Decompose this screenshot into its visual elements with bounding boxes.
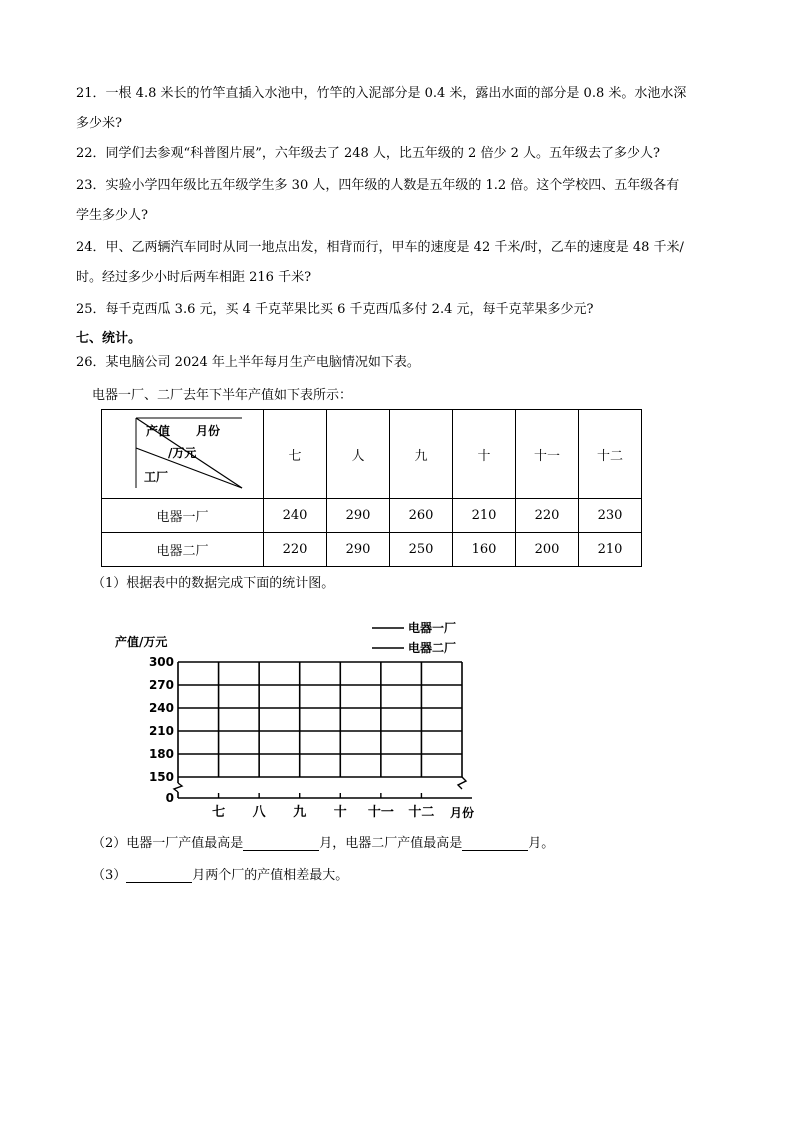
table-cell: 210 [453, 499, 516, 533]
x-tick-label: 九 [293, 805, 307, 820]
legend-label-2: 电器二厂 [408, 641, 457, 655]
table-cell: 290 [327, 533, 390, 567]
legend-label-1: 电器一厂 [408, 621, 457, 635]
question-22-line1: 22．同学们去参观“科普图片展”，六年级去了 248 人，比五年级的 2 倍少 2 人。五年级去了多少人? [76, 146, 660, 161]
y-tick-label: 0 [165, 791, 174, 805]
question-23 [76, 177, 679, 194]
y-tick-label: 210 [148, 724, 174, 738]
table-row [102, 533, 642, 567]
row-label: 电器二厂 [102, 533, 264, 567]
x-tick-label: 十 [333, 805, 347, 820]
y-axis-label: 产值/万元 [115, 635, 168, 649]
header-factory-label: 工厂 [144, 470, 169, 484]
line-chart [100, 612, 500, 822]
question-21 [76, 85, 686, 102]
chart-grid [174, 662, 472, 798]
axis-break-mark [458, 777, 466, 789]
table-cell: 200 [516, 533, 579, 567]
table-cell: 230 [579, 499, 642, 533]
question-24-line1: 24．甲、乙两辆汽车同时从同一地点出发，相背而行，甲车的速度是 42 千米/时，乙车的速度是 48 千米/ [76, 240, 684, 255]
question-21-line2: 多少米? [76, 116, 122, 131]
y-tick-labels [149, 655, 174, 805]
table-row [102, 499, 642, 533]
y-tick-label: 180 [148, 747, 174, 761]
table-cell: 210 [579, 533, 642, 567]
month-header: 十 [453, 410, 516, 499]
month-header: 九 [390, 410, 453, 499]
header-output-label: 产值 [146, 424, 171, 438]
question-24-line2: 时。经过多少小时后两车相距 216 千米? [76, 270, 312, 285]
diagonal-header-cell [102, 410, 264, 499]
question-23-cont [76, 207, 148, 224]
y-tick-label: 240 [148, 701, 174, 715]
axis-break-mark [174, 783, 182, 792]
answer-blank-3[interactable] [126, 867, 192, 883]
x-tick-label: 十一 [367, 805, 394, 820]
question-23-line1: 23．实验小学四年级比五年级学生多 30 人，四年级的人数是五年级的 1.2 倍。这个学校四、五年级各有 [76, 178, 680, 193]
sub2-text-a: （2）电器一厂产值最高是 [92, 836, 244, 851]
question-21-line1: 21．一根 4.8 米长的竹竿直插入水池中，竹竿的入泥部分是 0.4 米，露出水面的部分是 0.8 米。水池水深 [76, 86, 687, 101]
table-cell: 160 [453, 533, 516, 567]
sub-question-2 [92, 832, 554, 851]
question-21-cont [76, 115, 122, 132]
table-cell: 290 [327, 499, 390, 533]
x-tick-labels [212, 804, 434, 820]
month-header: 十一 [516, 410, 579, 499]
x-axis-label: 月份 [450, 806, 475, 820]
y-tick-label: 150 [148, 770, 174, 784]
sub2-text-c: 月。 [528, 836, 555, 851]
y-tick-label: 300 [148, 655, 174, 669]
x-tick-label: 八 [252, 805, 266, 820]
month-header: 人 [327, 410, 390, 499]
header-unit-label: /万元 [168, 446, 197, 460]
table-cell: 220 [516, 499, 579, 533]
question-24 [76, 239, 684, 256]
month-header: 十二 [579, 410, 642, 499]
table-cell: 220 [264, 533, 327, 567]
sub2-text-b: 月，电器二厂产值最高是 [319, 836, 463, 851]
x-tick-label: 七 [212, 805, 226, 820]
question-24-cont [76, 269, 311, 286]
sub3-text-a: （3） [92, 868, 127, 883]
section-title: 七、统计。 [76, 331, 142, 346]
row-label: 电器一厂 [102, 499, 264, 533]
y-tick-label: 270 [148, 678, 174, 692]
table-header-row [102, 410, 642, 499]
production-table [101, 409, 642, 567]
table-cell: 260 [390, 499, 453, 533]
sub3-text-b: 月两个厂的产值相差最大。 [192, 868, 349, 883]
question-25-line1: 25．每千克西瓜 3.6 元，买 4 千克苹果比买 6 千克西瓜多付 2.4 元，每千克苹果多少元? [76, 302, 594, 317]
sub-question-3 [92, 864, 348, 883]
x-tick-label: 十二 [408, 805, 435, 820]
answer-blank-1[interactable] [243, 835, 319, 851]
answer-blank-2[interactable] [462, 835, 528, 851]
table-cell: 250 [390, 533, 453, 567]
month-header: 七 [264, 410, 327, 499]
question-23-line2: 学生多少人? [76, 208, 148, 223]
table-caption: 电器一厂、二厂去年下半年产值如下表所示： [92, 388, 353, 403]
question-25 [76, 301, 593, 318]
question-22 [76, 145, 660, 162]
header-month-label: 月份 [196, 424, 221, 438]
sub-question-1: （1）根据表中的数据完成下面的统计图。 [92, 576, 335, 591]
question-26-stem: 26．某电脑公司 2024 年上半年每月生产电脑情况如下表。 [76, 355, 420, 370]
table-cell: 240 [264, 499, 327, 533]
